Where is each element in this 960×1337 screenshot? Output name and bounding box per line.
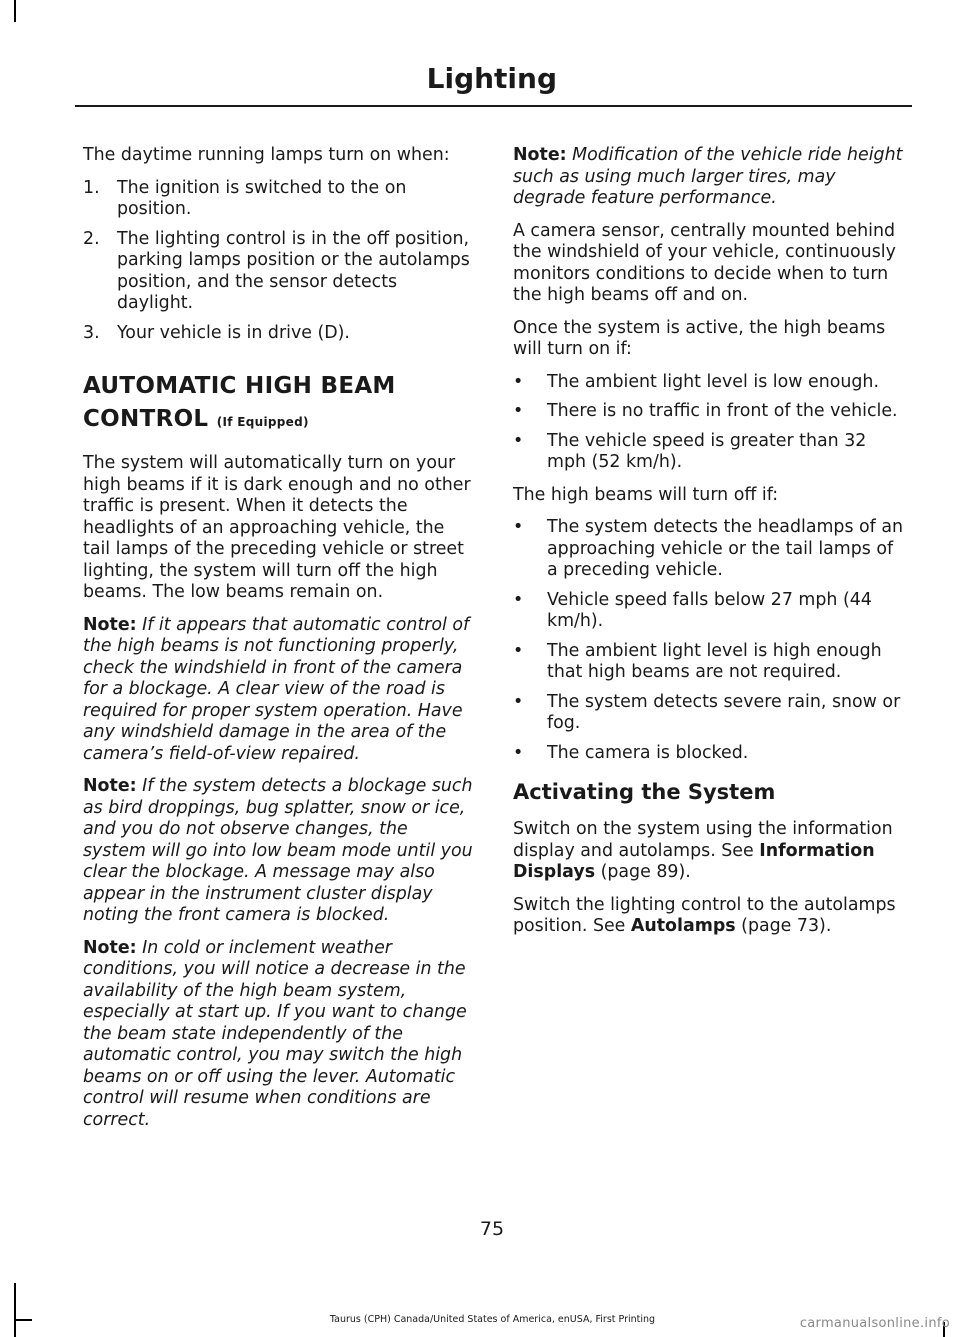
watermark: carmanualsonline.info (799, 1316, 950, 1331)
list-item: • Vehicle speed falls below 27 mph (44 km/h). (513, 589, 872, 631)
section-title: Lighting (426, 62, 557, 95)
left-column (83, 145, 476, 1142)
activate-paragraph: Switch on the system using the information display and autolamps. See Information Displays (page 89). (513, 819, 893, 882)
note: Note: If the system detects a blockage such as bird droppings, bug splatter, snow or ice, and you do not observe changes, the system will go into low beam mode until you clear the blockage. A message may also appear in the instrument cluster display noting the front camera is blocked. (83, 776, 473, 925)
on-conditions-list (513, 372, 908, 474)
list-item: • The ambient light level is low enough. (513, 371, 879, 392)
list-item: 2. The lighting control is in the off position, parking lamps position or the autolamps position, and the sensor detects daylight. (83, 228, 470, 313)
activate-paragraph: Switch the lighting control to the autolamps position. See Autolamps (page 73). (513, 894, 896, 936)
list-item: • There is no traffic in front of the vehicle. (513, 401, 898, 421)
header-divider (75, 105, 912, 107)
off-conditions-intro: The high beams will turn off if: (513, 484, 779, 505)
right-column (513, 145, 908, 949)
equipment-qualifier: (If Equipped) (216, 415, 309, 429)
subheading: Activating the System (513, 780, 776, 804)
list-item: • The vehicle speed is greater than 32 mph (52 km/h). (513, 430, 867, 472)
list-item: 3. Your vehicle is in drive (D). (83, 322, 350, 343)
list-item: • The system detects the headlamps of an approaching vehicle or the tail lamps of a preceding vehicle. (513, 517, 904, 580)
cross-reference-link[interactable]: Information Displays (513, 840, 875, 882)
list-item: 1. The ignition is switched to the on position. (83, 177, 407, 219)
crop-mark (14, 1283, 16, 1337)
section-heading: AUTOMATIC HIGH BEAM CONTROL (If Equipped) (83, 373, 396, 432)
page-number: 75 (479, 1218, 505, 1240)
list-item: • The system detects severe rain, snow or fog. (513, 691, 901, 733)
list-item: • The camera is blocked. (513, 742, 749, 763)
publication-footer: Taurus (CPH) Canada/United States of America, enUSA, First Printing (329, 1314, 656, 1325)
on-conditions-intro: Once the system is active, the high beams will turn on if: (513, 317, 886, 359)
cross-reference-link[interactable]: Autolamps (630, 916, 736, 936)
body-paragraph: The system will automatically turn on your high beams if it is dark enough and no other traffic is present. When it detects the headlights of an approaching vehicle, the tail lamps of the preceding vehicle or street lighting, the system will turn off the high beams. The low beams remain on. (83, 453, 471, 602)
list-item: • The ambient light level is high enough that high beams are not required. (513, 640, 882, 682)
note: Note: In cold or inclement weather conditions, you will notice a decrease in the availability of the high beam system, especially at start up. If you want to change the beam state independently of the automatic control, you may switch the high beams on or off using the lever. Automatic control will resume when conditions are correct. (83, 937, 467, 1130)
note: Note: If it appears that automatic control of the high beams is not functioning properly, check the windshield in front of the camera for a blockage. A clear view of the road is required for proper system operation. Have any windshield damage in the area of the camera’s field-of-view repaired. (83, 614, 470, 764)
off-conditions-list (513, 517, 908, 764)
drl-intro: The daytime running lamps turn on when: (83, 145, 450, 165)
crop-mark (14, 0, 16, 22)
note: Note: Modification of the vehicle ride height such as using much larger tires, may degrade feature performance. (513, 145, 903, 208)
drl-conditions-list (83, 178, 476, 345)
camera-paragraph: A camera sensor, centrally mounted behind the windshield of your vehicle, continuously monitors conditions to decide when to turn the high beams off and on. (513, 220, 896, 305)
